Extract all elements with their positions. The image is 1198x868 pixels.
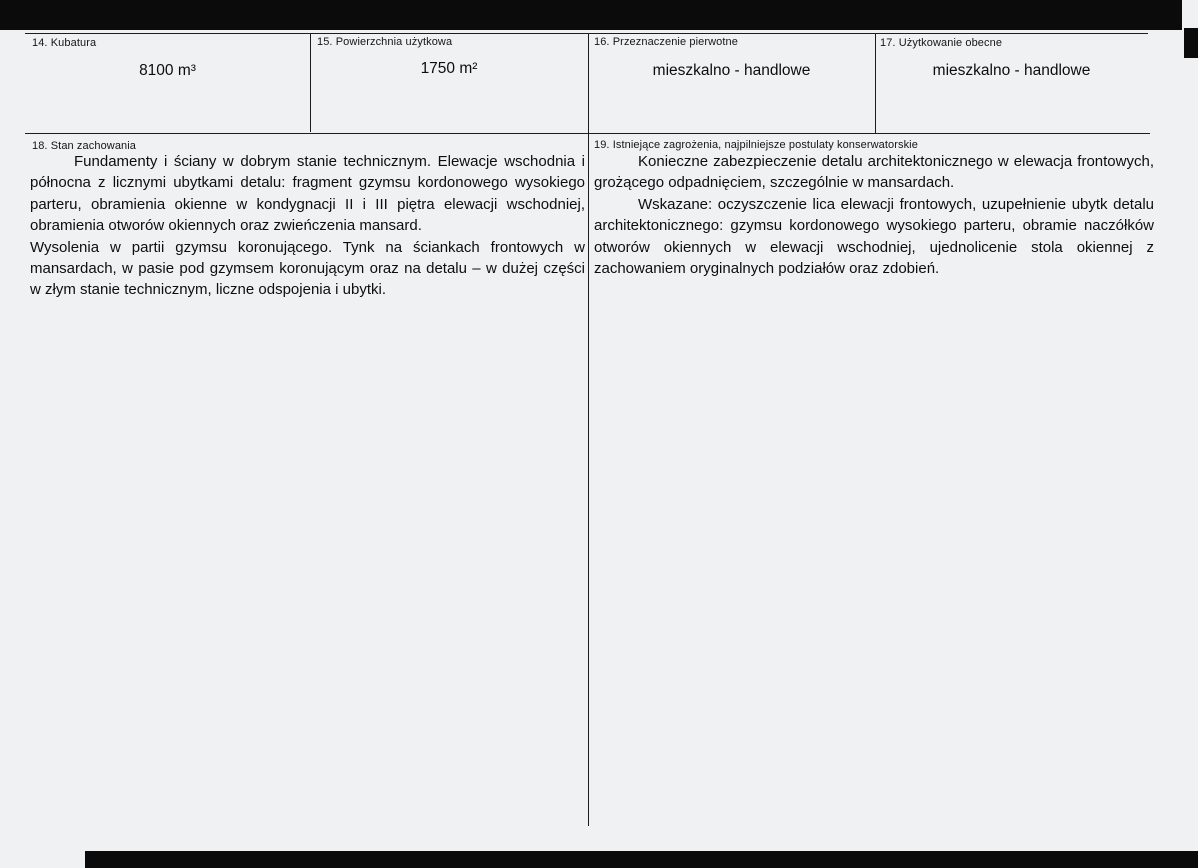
section-19-text <box>594 151 1154 279</box>
field-14-label: 14. Kubatura <box>32 37 97 49</box>
field-17-label: 17. Użytkowanie obecne <box>880 37 1003 49</box>
section-19-paragraph-2: Wskazane: oczyszczenie lica elewacji frontowych, uzupełnienie ubytk detalu architektonicznego: gzymsu kordonowego wysokiego parteru, obramie naczółków otworów okiennych w elewacji wschodniej, ujednolicenie stola okiennej z zachowaniem oryginalnych podziałów oraz zdobień. <box>594 195 1154 278</box>
field-15-value: 1750 m² <box>420 60 478 77</box>
scan-edge-bottom <box>85 851 1198 868</box>
section-18-label: 18. Stan zachowania <box>32 140 137 152</box>
field-17-value: mieszkalno - handlowe <box>932 62 1091 79</box>
divider-field16-field17 <box>875 33 876 134</box>
scan-edge-top-right <box>1184 28 1198 58</box>
section-19-paragraph-1: Konieczne zabezpieczenie detalu architektonicznego w elewacja frontowych, grożącego odpadnięciem, szczególnie w mansardach. <box>594 153 1154 192</box>
field-16-value: mieszkalno - handlowe <box>652 62 811 79</box>
divider-field14-field15 <box>310 33 311 132</box>
section-18-text <box>30 151 585 301</box>
section-19-label: 19. Istniejące zagrożenia, najpilniejsze postulaty konserwatorskie <box>594 139 918 151</box>
field-15-label: 15. Powierzchnia użytkowa <box>317 36 453 48</box>
section-18-paragraph-2: Wysolenia w partii gzymsu koronującego. Tynk na ściankach frontowych w mansardach, w pasie pod gzymsem koronującym oraz na detalu – w dużej części w złym stanie technicznym, liczne odspojenia i ubytki. <box>30 238 585 299</box>
scan-edge-top <box>0 0 1182 30</box>
divider-center-column <box>588 33 589 826</box>
table-top-border <box>25 33 1148 34</box>
section-18-paragraph-1: Fundamenty i ściany w dobrym stanie technicznym. Elewacje wschodnia i północna z licznymi ubytkami detalu: fragment gzymsu kordonowego wysokiego parteru, obramienia okienne w kondygnacji II i III piętra elewacji wschodniej, obramienia otworów okiennych oraz zwieńczenia mansard. <box>30 153 585 235</box>
field-14-value: 8100 m³ <box>139 62 196 79</box>
field-16-label: 16. Przeznaczenie pierwotne <box>594 36 738 48</box>
